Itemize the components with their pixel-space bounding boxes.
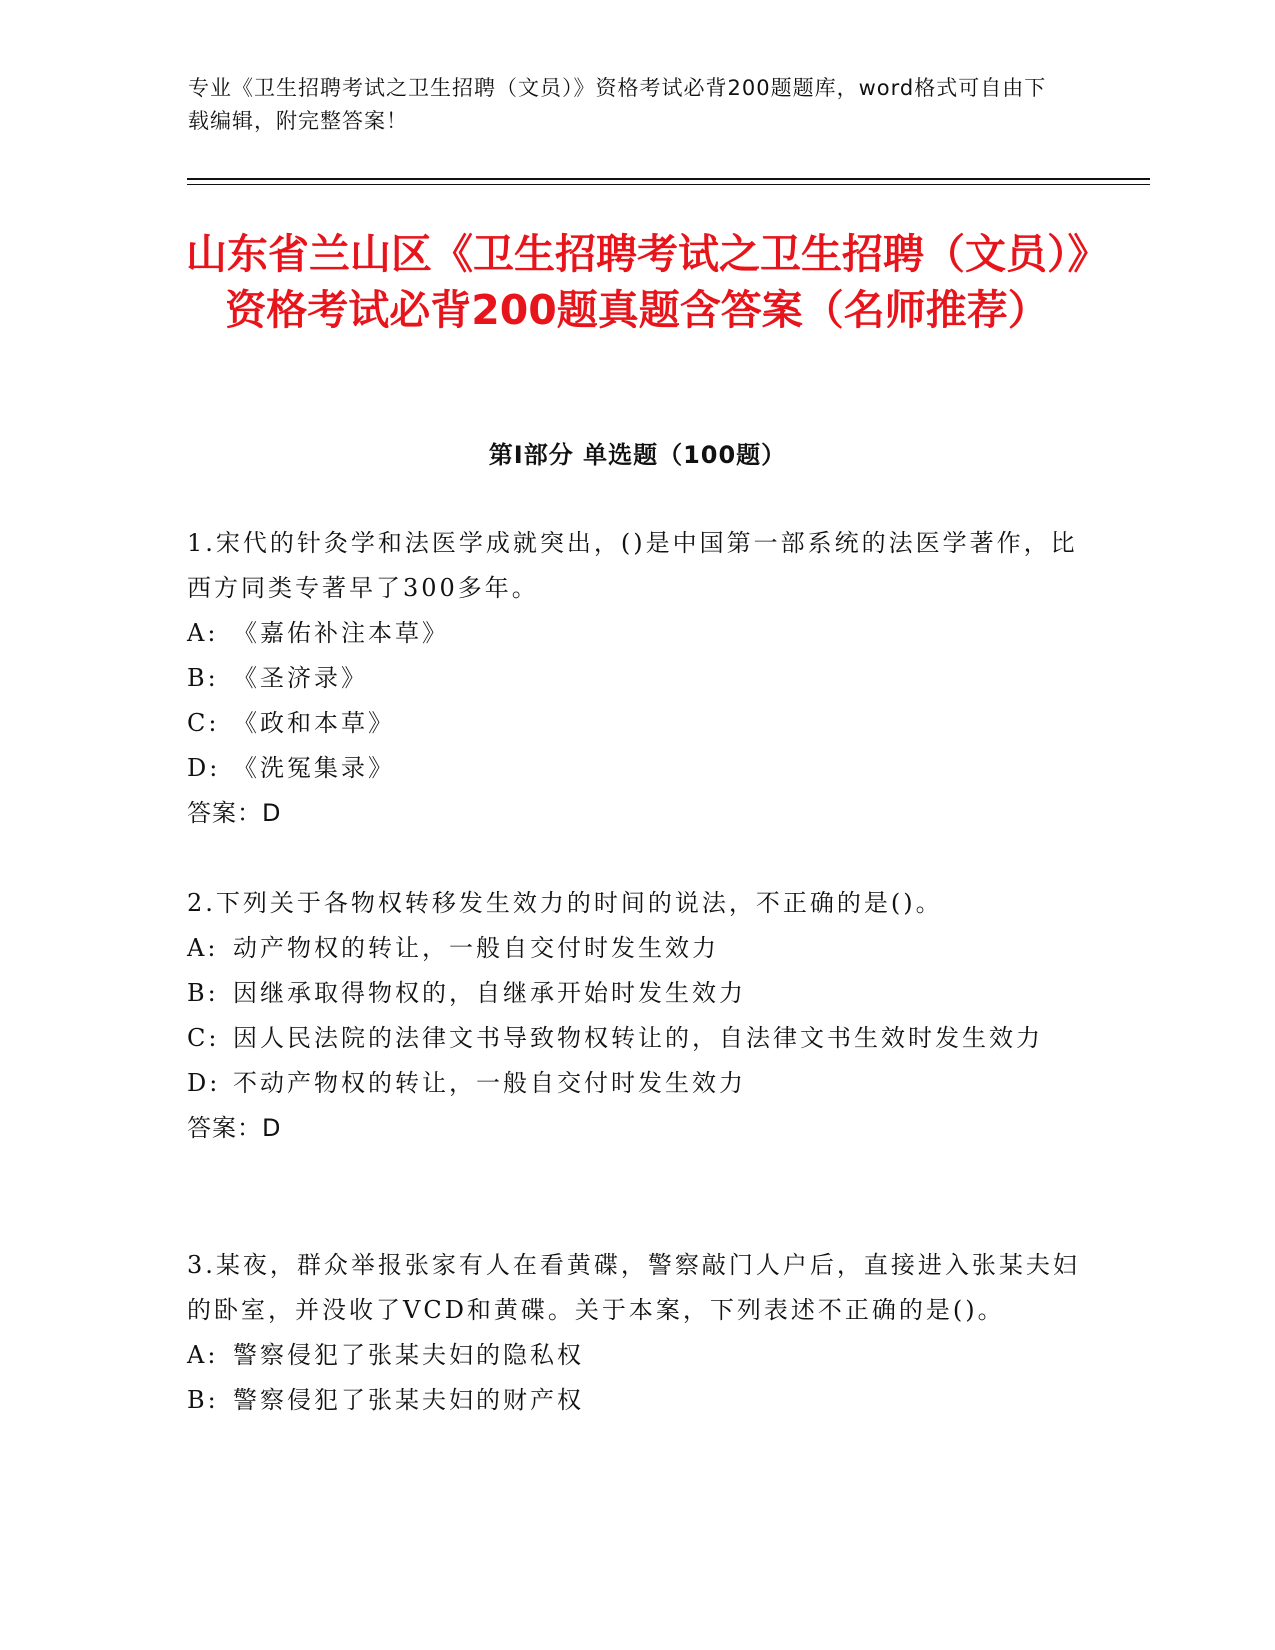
option-b [187, 1378, 1087, 1423]
question-block [187, 881, 1087, 1151]
option-a [187, 926, 1087, 971]
option-a [187, 1333, 1087, 1378]
header-divider-thick [187, 178, 1150, 180]
option-key: A: [187, 619, 219, 647]
question-block [187, 521, 1087, 836]
option-c [187, 701, 1087, 746]
option-key: C: [187, 1024, 220, 1052]
option-a [187, 611, 1087, 656]
question-stem: 1.宋代的针灸学和法医学成就突出，()是中国第一部系统的法医学著作，比西方同类专著早了300多年。 [187, 529, 1078, 602]
option-d [187, 746, 1087, 791]
option-text: 《圣济录》 [233, 664, 368, 692]
option-d [187, 1061, 1087, 1106]
option-b [187, 971, 1087, 1016]
option-key: D: [187, 1069, 221, 1097]
option-text: 因人民法院的法律文书导致物权转让的，自法律文书生效时发生效力 [233, 1024, 1043, 1052]
option-text: 《政和本草》 [233, 709, 395, 737]
option-key: B: [187, 979, 219, 1007]
header-divider-thin [187, 184, 1150, 185]
option-c [187, 1016, 1087, 1061]
option-text: 因继承取得物权的，自继承开始时发生效力 [233, 979, 746, 1007]
section-title: 第I部分 单选题（100题） [488, 441, 787, 469]
document-title: 山东省兰山区《卫生招聘考试之卫生招聘（文员）》资格考试必背200题真题含答案（名师推荐） [186, 230, 1088, 334]
question-block [187, 1243, 1087, 1423]
option-key: B: [187, 664, 219, 692]
option-key: D: [187, 754, 221, 782]
option-text: 《嘉佑补注本草》 [233, 619, 449, 647]
option-text: 警察侵犯了张某夫妇的隐私权 [233, 1341, 584, 1369]
option-text: 不动产物权的转让，一般自交付时发生效力 [233, 1069, 746, 1097]
question-stem: 3.某夜，群众举报张家有人在看黄碟，警察敲门人户后，直接进入张某夫妇的卧室，并没收了VCD和黄碟。关于本案，下列表述不正确的是()。 [187, 1251, 1080, 1324]
option-text: 警察侵犯了张某夫妇的财产权 [233, 1386, 584, 1414]
answer-line: 答案：D [187, 1114, 282, 1142]
option-key: A: [187, 1341, 219, 1369]
answer-line: 答案：D [187, 799, 282, 827]
option-text: 《洗冤集录》 [233, 754, 395, 782]
option-key: B: [187, 1386, 219, 1414]
question-stem: 2.下列关于各物权转移发生效力的时间的说法，不正确的是()。 [187, 889, 943, 917]
option-key: A: [187, 934, 219, 962]
option-text: 动产物权的转让，一般自交付时发生效力 [233, 934, 719, 962]
header-note: 专业《卫生招聘考试之卫生招聘（文员）》资格考试必背200题题库，word格式可自由下载编辑，附完整答案！ [188, 76, 1047, 133]
option-key: C: [187, 709, 220, 737]
option-b [187, 656, 1087, 701]
